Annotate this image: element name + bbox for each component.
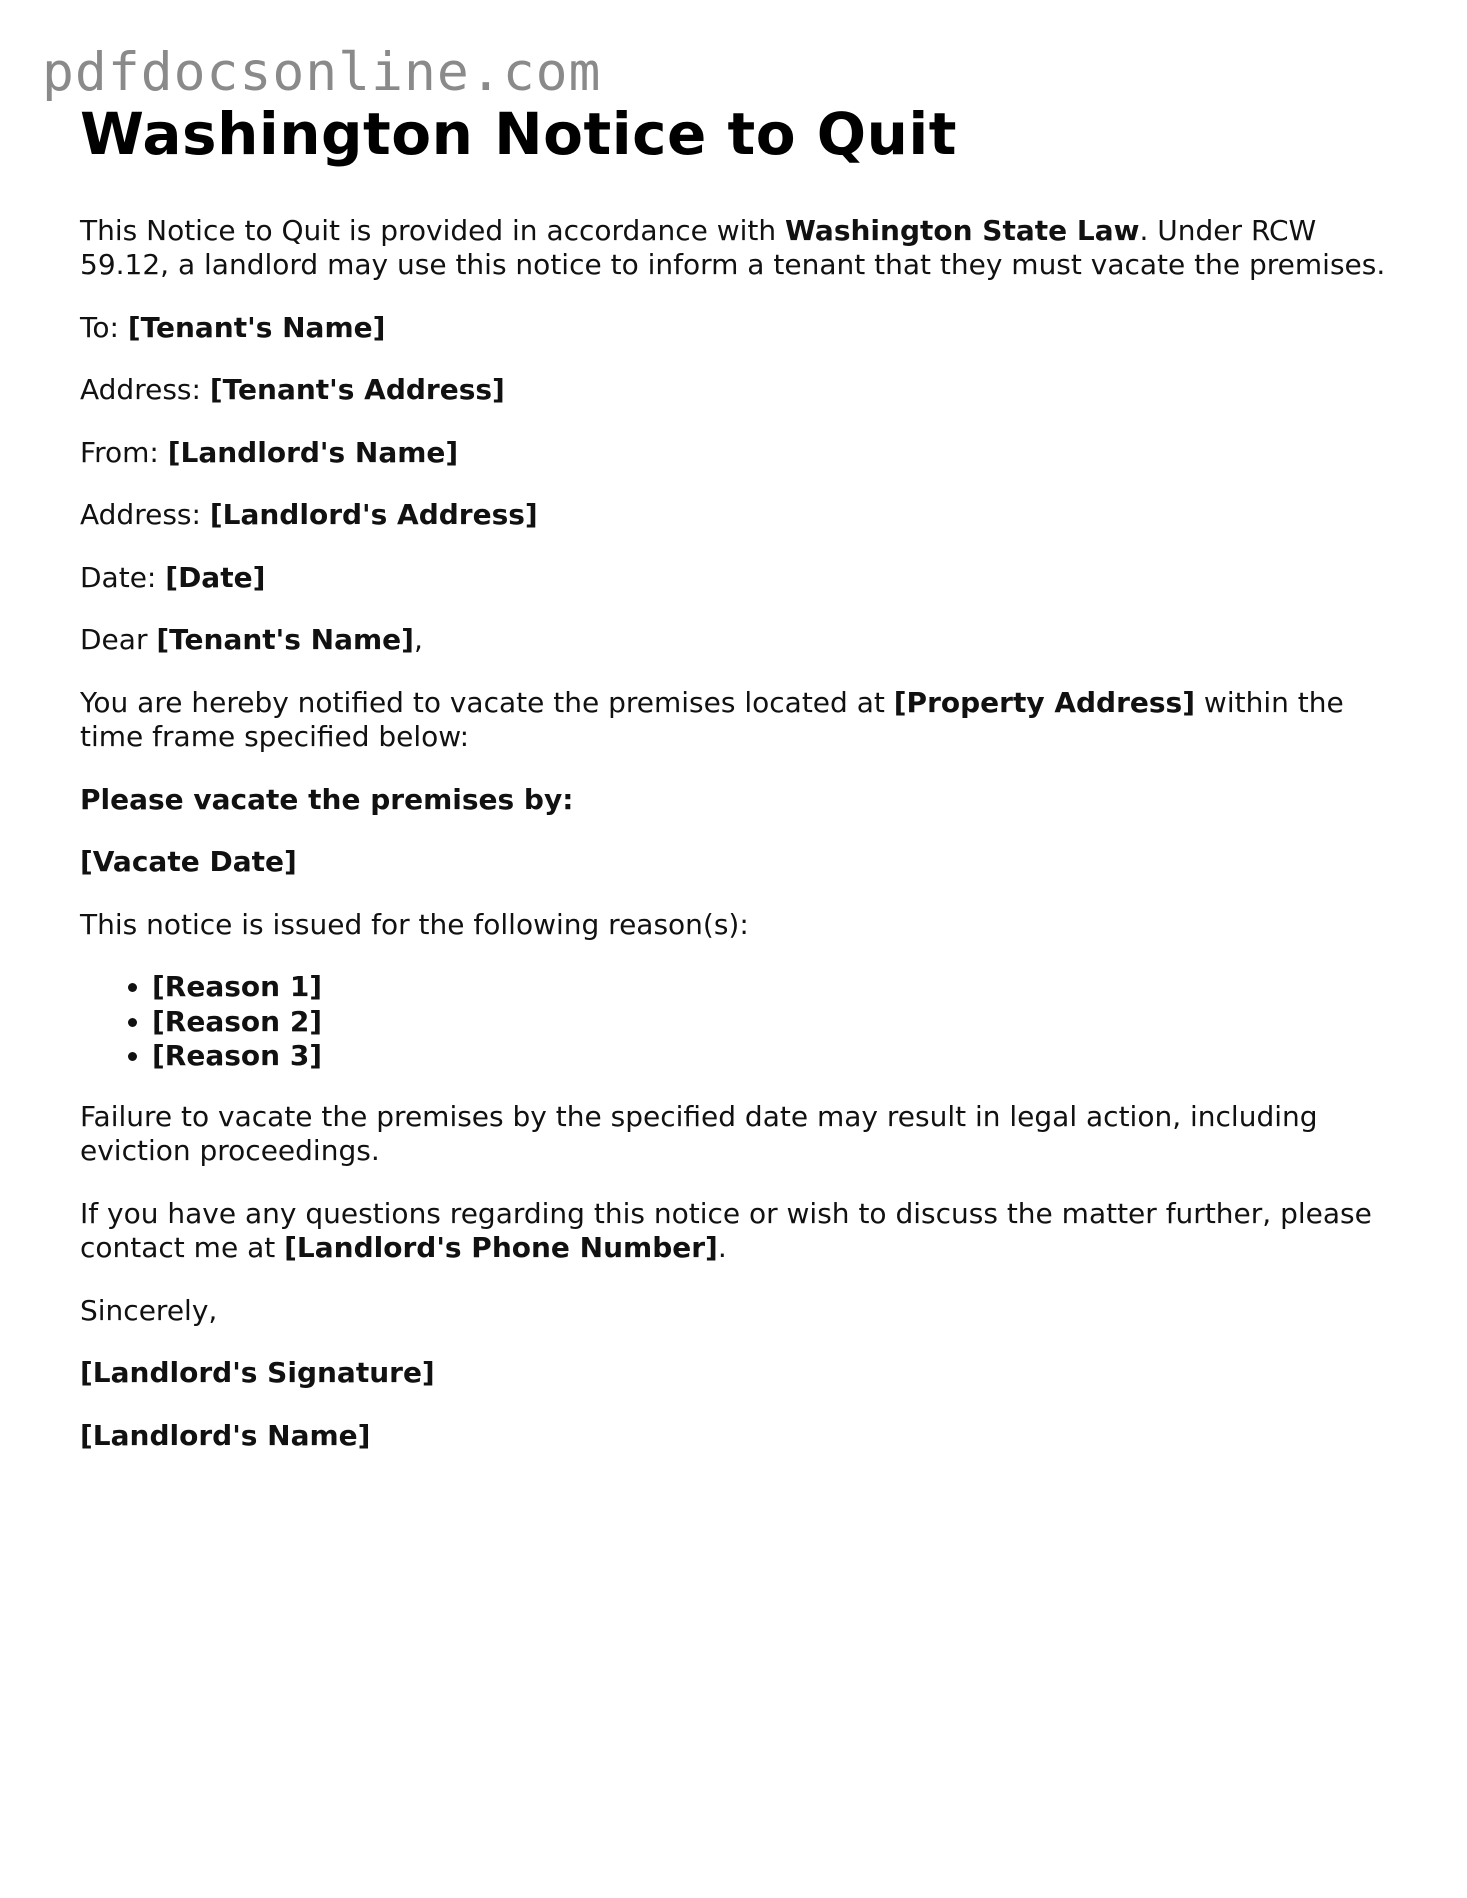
intro-text-after: . Under RCW 59.12, a landlord may use this notice to inform a tenant that they must vacate the premises. [80, 213, 1386, 282]
reasons-list [80, 970, 1390, 1074]
failure-paragraph: Failure to vacate the premises by the specified date may result in legal action, including eviction proceedings. [80, 1099, 1318, 1168]
landlord-address-label: Address: [80, 498, 210, 532]
reason-item: • [Reason 2] [152, 1005, 1390, 1040]
reason-item: • [Reason 3] [152, 1039, 1390, 1074]
to-label: To: [80, 310, 128, 344]
landlord-address-value: [Landlord's Address] [209, 498, 538, 532]
intro-text-before: This Notice to Quit is provided in accordance with [80, 213, 786, 247]
date-value: [Date] [165, 560, 266, 594]
contact-paragraph [80, 1197, 1390, 1266]
vacate-heading [80, 783, 1390, 818]
property-address: [Property Address] [893, 685, 1196, 719]
to-value: [Tenant's Name] [127, 310, 386, 344]
from-value: [Landlord's Name] [167, 435, 459, 469]
tenant-address-label: Address: [80, 373, 210, 407]
from-label: From: [80, 435, 168, 469]
from-line [80, 436, 1390, 471]
notice-text-before: You are hereby notified to vacate the premises located at [80, 685, 894, 719]
vacate-date: [Vacate Date] [80, 845, 297, 879]
landlord-signature: [Landlord's Signature] [80, 1356, 435, 1390]
salutation-suffix: , [413, 623, 423, 657]
closing: Sincerely, [80, 1293, 218, 1327]
notice-paragraph [80, 686, 1390, 755]
intro-law-name: Washington State Law [785, 213, 1140, 247]
notice-document [80, 100, 1390, 1481]
reason-item: • [Reason 1] [152, 970, 1390, 1005]
page-title: Washington Notice to Quit [80, 100, 957, 168]
date-line [80, 561, 1390, 596]
landlord-phone: [Landlord's Phone Number] [284, 1231, 718, 1265]
landlord-name: [Landlord's Name] [80, 1418, 371, 1452]
notice-text-after: within the time frame specified below: [80, 685, 1344, 754]
vacate-heading-text: Please vacate the premises by: [80, 782, 574, 816]
landlord-address-line [80, 498, 1390, 533]
reasons-intro: This notice is issued for the following reason(s): [80, 907, 749, 941]
contact-text-after: . [717, 1231, 727, 1265]
salutation [80, 623, 1390, 658]
watermark-text: pdfdocsonline.com [42, 42, 602, 103]
landlord-name-line [80, 1419, 1390, 1454]
contact-text-before: If you have any questions regarding this notice or wish to discuss the matter further, please contact me at [80, 1196, 1372, 1265]
salutation-name: [Tenant's Name] [156, 623, 414, 657]
tenant-address-line [80, 373, 1390, 408]
date-label: Date: [80, 560, 166, 594]
vacate-date-line [80, 845, 1390, 880]
to-line [80, 311, 1390, 346]
salutation-prefix: Dear [80, 623, 157, 657]
tenant-address-value: [Tenant's Address] [209, 373, 505, 407]
intro-paragraph [80, 214, 1390, 283]
signature-line [80, 1356, 1390, 1391]
